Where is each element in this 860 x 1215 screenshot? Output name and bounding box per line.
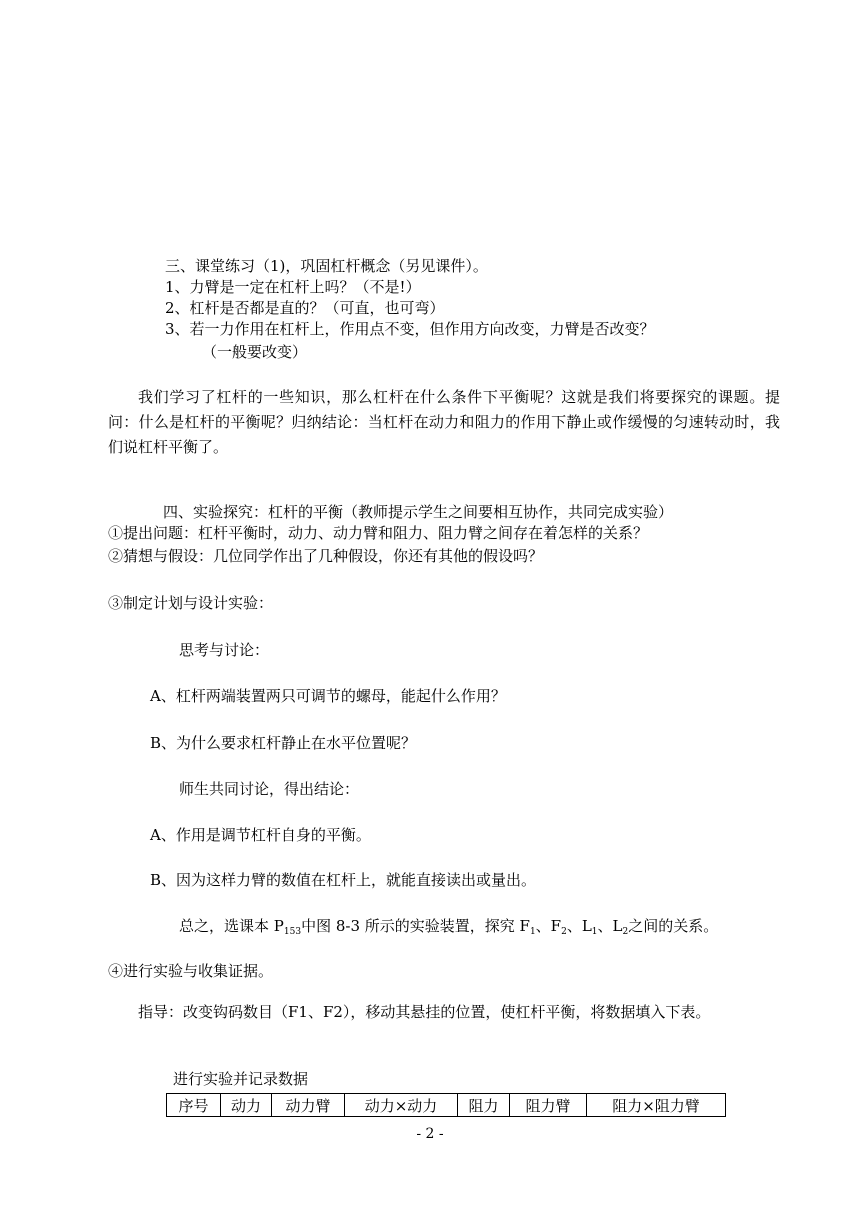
step-2-hypothesis: ②猜想与假设：几位同学作出了几种假设，你还有其他的假设吗？ bbox=[108, 547, 544, 565]
summary-sep-3: 、L bbox=[597, 917, 623, 935]
exercise-answer-3: （一般要改变） bbox=[202, 343, 308, 361]
summary-sep-2: 、L bbox=[566, 917, 592, 935]
section-3-title: 三、课堂练习（1)，巩固杠杆概念（另见课件）。 bbox=[165, 257, 488, 275]
exercise-question-1: 1、力臂是一定在杠杆上吗？（不是!） bbox=[165, 278, 421, 296]
guidance-paragraph: 指导：改变钩码数目（F1、F2），移动其悬挂的位置，使杠杆平衡，将数据填入下表。 bbox=[138, 1003, 711, 1021]
summary-part-3: 之间的关系。 bbox=[628, 917, 719, 935]
header-force-product: 动力×动力 bbox=[345, 1094, 458, 1117]
header-index: 序号 bbox=[167, 1094, 221, 1117]
header-resistance-arm: 阻力臂 bbox=[510, 1094, 587, 1117]
conclusion-title: 师生共同讨论，得出结论： bbox=[179, 780, 360, 798]
answer-a: A、作用是调节杠杆自身的平衡。 bbox=[150, 826, 371, 844]
step-4-experiment: ④进行实验与收集证据。 bbox=[108, 962, 274, 980]
page-number: - 2 - bbox=[416, 1126, 444, 1142]
question-b: B、为什么要求杠杆静止在水平位置呢？ bbox=[150, 734, 417, 752]
data-table bbox=[166, 1093, 726, 1117]
summary-line bbox=[179, 916, 718, 936]
answer-b: B、因为这样力臂的数值在杠杆上，就能直接读出或量出。 bbox=[150, 871, 537, 889]
discussion-title: 思考与讨论： bbox=[179, 641, 270, 659]
exercise-question-3: 3、若一力作用在杠杆上，作用点不变，但作用方向改变，力臂是否改变？ bbox=[165, 320, 655, 338]
step-1-question: ①提出问题：杠杆平衡时，动力、动力臂和阻力、阻力臂之间存在着怎样的关系？ bbox=[108, 524, 649, 542]
summary-part-2: 中图 8-3 所示的实验装置，探究 F bbox=[301, 917, 530, 935]
question-a: A、杠杆两端装置两只可调节的螺母，能起什么作用？ bbox=[150, 687, 506, 705]
summary-page-subscript: 153 bbox=[283, 927, 302, 937]
step-3-plan: ③制定计划与设计实验： bbox=[108, 594, 274, 612]
summary-sep-1: 、F bbox=[535, 917, 562, 935]
header-force-arm: 动力臂 bbox=[272, 1094, 345, 1117]
l2-subscript: 2 bbox=[622, 927, 629, 937]
header-force: 动力 bbox=[221, 1094, 272, 1117]
exercise-question-2: 2、杠杆是否都是直的？（可直，也可弯） bbox=[165, 299, 445, 317]
summary-part-1: 总之，选课本 P bbox=[179, 917, 284, 935]
intro-paragraph: 我们学习了杠杆的一些知识，那么杠杆在什么条件下平衡呢？这就是我们将要探究的课题。提问：什么是杠杆的平衡呢？归纳结论：当杠杆在动力和阻力的作用下静止或作缓慢的匀速转动时，我们说杠杆平衡了。 bbox=[108, 388, 780, 456]
header-resistance: 阻力 bbox=[458, 1094, 510, 1117]
header-resistance-product: 阻力×阻力臂 bbox=[587, 1094, 726, 1117]
table-header-row bbox=[167, 1094, 726, 1117]
table-caption: 进行实验并记录数据 bbox=[173, 1070, 309, 1088]
l1-subscript: 1 bbox=[591, 927, 598, 937]
f1-subscript: 1 bbox=[529, 927, 536, 937]
section-4-title: 四、实验探究：杠杆的平衡（教师提示学生之间要相互协作，共同完成实验） bbox=[163, 503, 674, 521]
f2-subscript: 2 bbox=[561, 927, 567, 937]
